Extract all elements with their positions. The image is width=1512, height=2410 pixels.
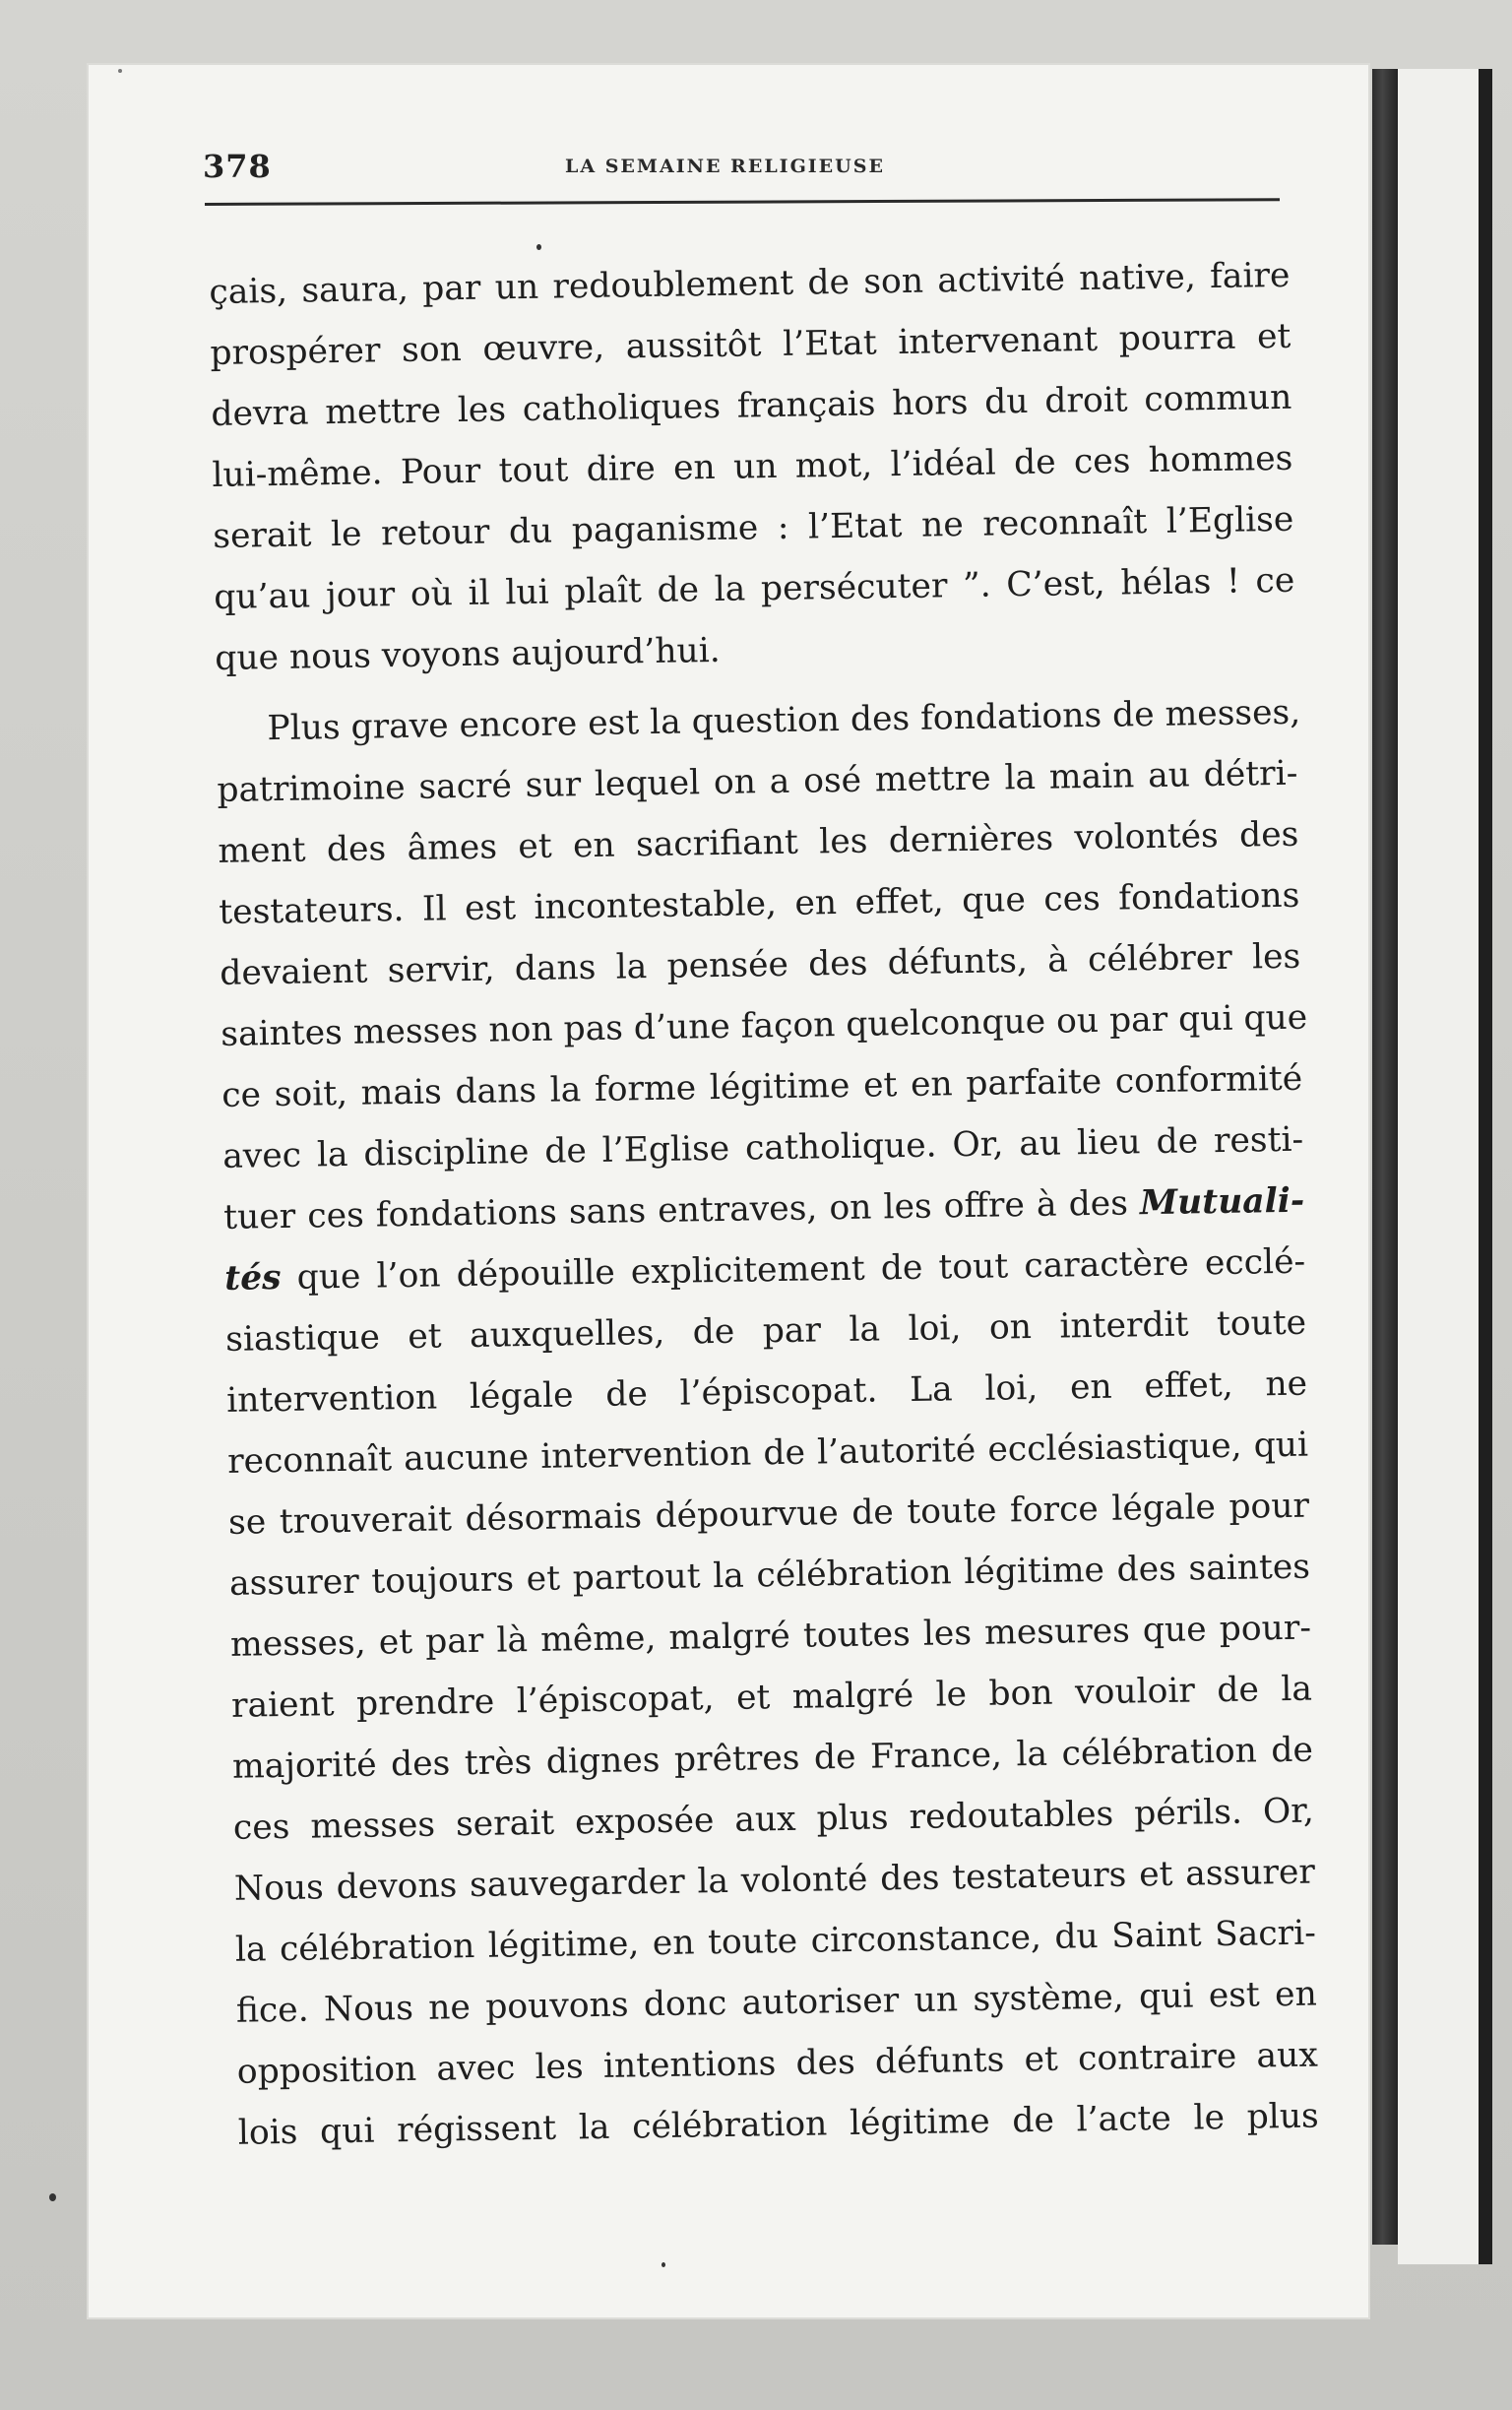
text-line: fice. Nous ne pouvons donc autoriser un système, qui est en: [235, 1974, 1318, 2031]
text-line: intervention légale de l’épiscopat. La loi, en effet, ne: [225, 1364, 1308, 1421]
scan-speck: [536, 244, 541, 250]
text-line: ces messes serait exposée aux plus redoutables périls. Or,: [232, 1791, 1315, 1848]
text-line: que nous voyons aujourd’hui.: [215, 630, 722, 678]
text-line: assurer toujours et partout la célébration légitime des saintes: [228, 1547, 1311, 1604]
text-line: se trouverait désormais dépourvue de toute force légale pour: [227, 1486, 1310, 1543]
text-line: çais, saura, par un redoublement de son activité native, faire: [209, 255, 1291, 312]
scan-speck: [49, 2193, 56, 2201]
text-line: Plus grave encore est la question des fondations de messes,: [267, 692, 1301, 749]
book-spine-shadow: [1372, 69, 1398, 2245]
text-line: ce soit, mais dans la forme légitime et en parfaite conformité: [220, 1058, 1303, 1115]
running-title: LA SEMAINE RELIGIEUSE: [565, 156, 885, 177]
text-line: lui-même. Pour tout dire en un mot, l’idéal de ces hommes: [212, 438, 1293, 495]
text-line: ment des âmes et en sacrifiant les dernières volontés des: [218, 814, 1299, 871]
text-line: qu’au jour où il lui plaît de la persécuter ”. C’est, hélas ! ce: [214, 560, 1295, 617]
text-line: messes, et par là même, malgré toutes les mesures que pour-: [229, 1608, 1312, 1665]
text-line: avec la discipline de l’Eglise catholique. Or, au lieu de resti-: [221, 1119, 1304, 1176]
text-line: majorité des très dignes prêtres de France, la célébration de: [231, 1730, 1314, 1787]
page-header: [203, 148, 1282, 187]
text-line: devaient servir, dans la pensée des défunts, à célébrer les: [220, 936, 1301, 993]
text-line: saintes messes non pas d’une façon quelconque ou par qui que: [220, 997, 1308, 1054]
text-line: Nous devons sauvegarder la volonté des testateurs et assurer: [233, 1852, 1316, 1909]
facing-page-rim: [1479, 69, 1492, 2264]
text-line: devra mettre les catholiques français hors du droit commun: [211, 377, 1292, 434]
scan-speck: [662, 2262, 665, 2267]
page-number: 378: [203, 148, 272, 185]
text-line: prospérer son œuvre, aussitôt l’Etat intervenant pourra et: [210, 316, 1292, 373]
text-line: reconnaît aucune intervention de l’autorité ecclésiastique, qui: [226, 1425, 1309, 1482]
text-line: siastique et auxquelles, de par la loi, on interdit toute: [224, 1302, 1307, 1360]
body-text: [209, 245, 1319, 2164]
text-line: la célébration légitime, en toute circonstance, du Saint Sacri-: [234, 1913, 1317, 1970]
text-segment: que l’on dépouille explicitement de tout caractère ecclé-: [296, 1241, 1306, 1298]
scan-speck: [118, 69, 122, 73]
italic-word: tés: [223, 1257, 282, 1299]
facing-page-edge: [1398, 69, 1479, 2264]
text-line: serait le retour du paganisme : l’Etat ne reconnaît l’Eglise: [213, 499, 1294, 556]
text-line: patrimoine sacré sur lequel on a osé mettre la main au détri-: [217, 753, 1298, 810]
italic-word: Mutuali-: [1139, 1180, 1305, 1224]
text-segment: tuer ces fondations sans entraves, on les offre à des: [222, 1183, 1129, 1237]
text-line: lois qui régissent la célébration légitime de l’acte le plus: [237, 2096, 1320, 2153]
text-line: testateurs. Il est incontestable, en effet, que ces fondations: [219, 875, 1300, 932]
text-line: raient prendre l’épiscopat, et malgré le bon vouloir de la: [230, 1669, 1313, 1726]
text-line: opposition avec les intentions des défunts et contraire aux: [236, 2035, 1319, 2092]
